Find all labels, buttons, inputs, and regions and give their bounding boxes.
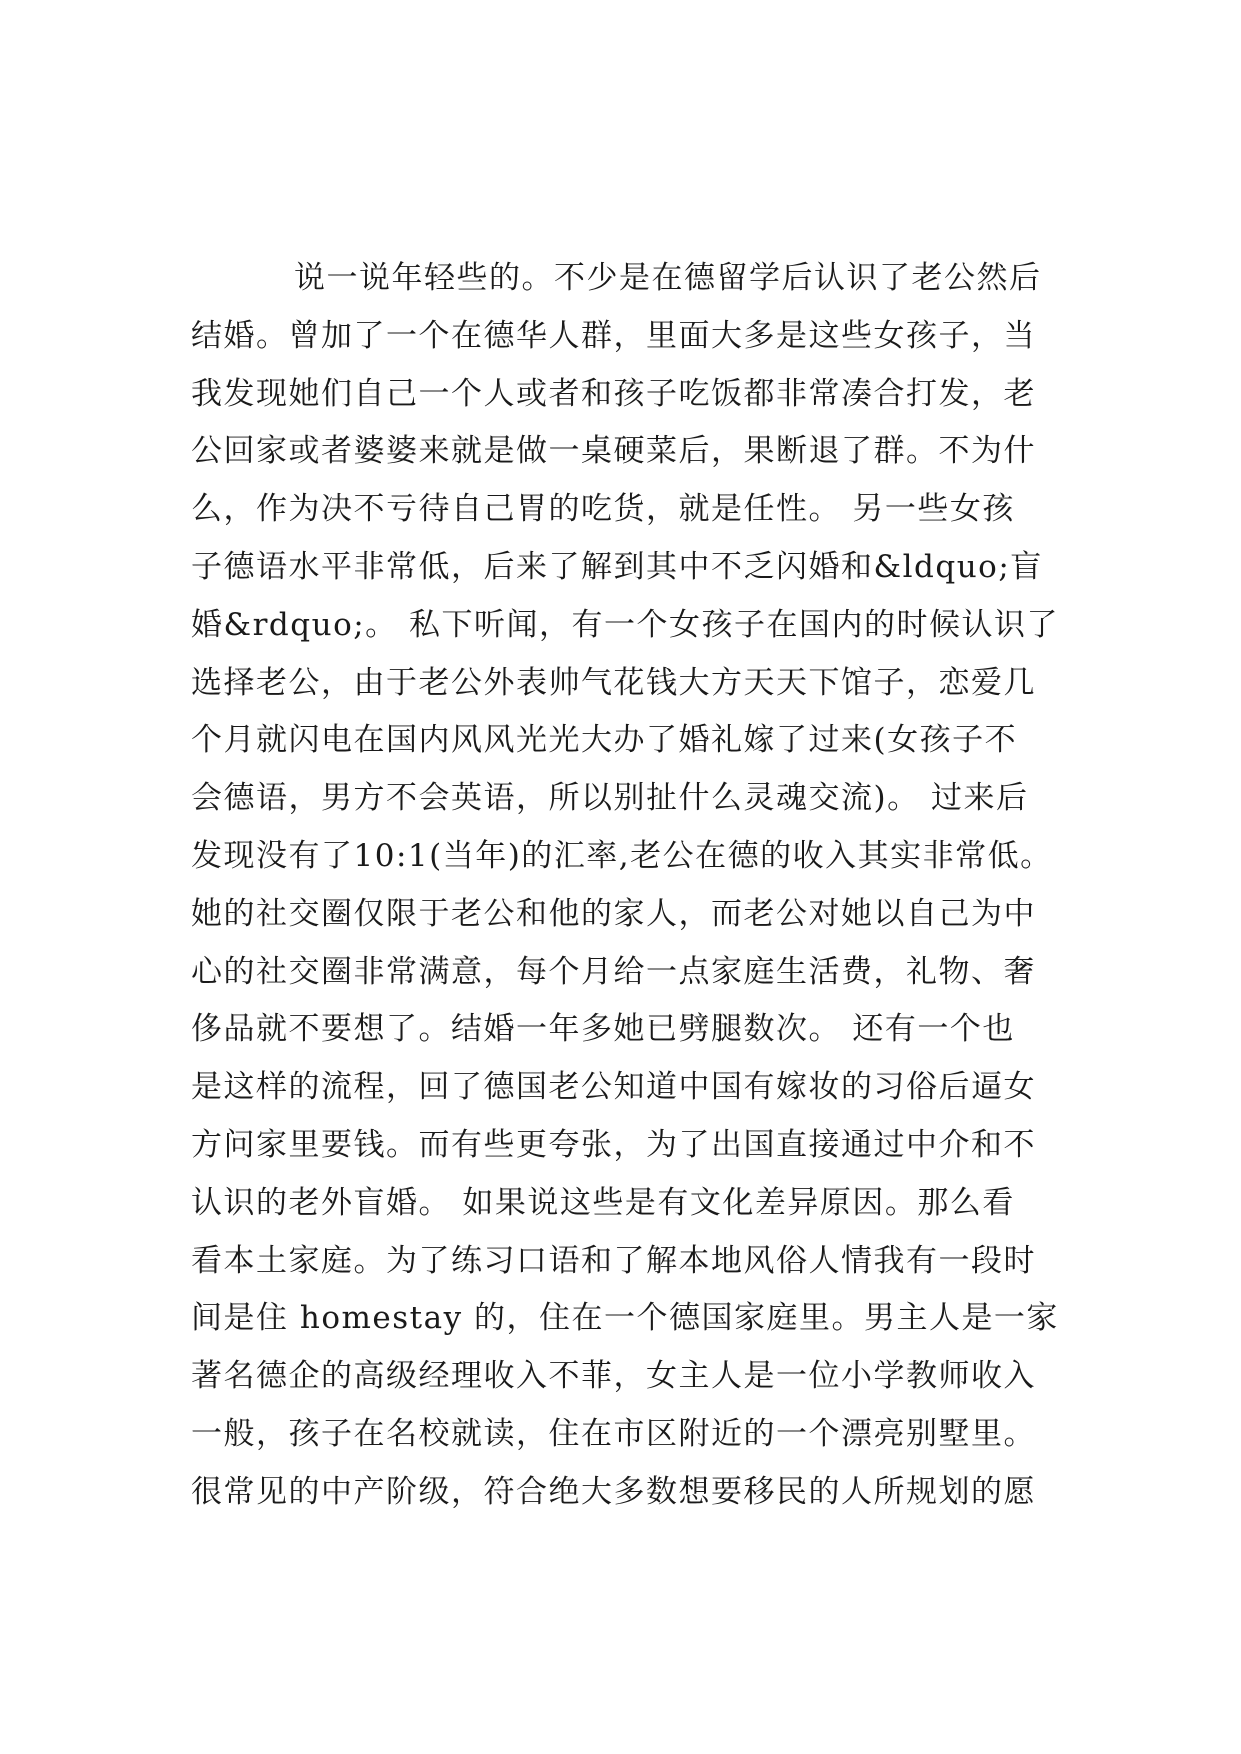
text-line: 个月就闪电在国内风风光光大办了婚礼嫁了过来(女孩子不	[191, 722, 1018, 759]
text-line: 很常见的中产阶级，符合绝大多数想要移民的人所规划的愿	[191, 1473, 1036, 1510]
body-paragraph	[191, 250, 1091, 1522]
text-line: 发现没有了10:1(当年)的汇率,老公在德的收入其实非常低。	[191, 837, 1053, 874]
text-line: 著名德企的高级经理收入不菲，女主人是一位小学教师收入	[191, 1358, 1036, 1395]
text-line: 是这样的流程，回了德国老公知道中国有嫁妆的习俗后逼女	[191, 1069, 1036, 1106]
text-line: 结婚。曾加了一个在德华人群，里面大多是这些女孩子，当	[191, 317, 1036, 354]
text-line: 我发现她们自己一个人或者和孩子吃饭都非常凑合打发，老	[191, 375, 1036, 412]
text-line: 侈品就不要想了。结婚一年多她已劈腿数次。 还有一个也	[191, 1011, 1015, 1048]
text-line: 一般，孩子在名校就读，住在市区附近的一个漂亮别墅里。	[191, 1415, 1036, 1452]
text-line: 选择老公，由于老公外表帅气花钱大方天天下馆子，恋爱几	[191, 664, 1036, 701]
text-line: 会德语，男方不会英语，所以别扯什么灵魂交流)。 过来后	[191, 780, 1029, 817]
text-line: 方问家里要钱。而有些更夸张，为了出国直接通过中介和不	[191, 1126, 1036, 1163]
text-line: 婚&rdquo;。 私下听闻，有一个女孩子在国内的时候认识了	[191, 606, 1060, 643]
text-line: 认识的老外盲婚。 如果说这些是有文化差异原因。那么看	[191, 1184, 1015, 1221]
text-line: 间是住 homestay 的，住在一个德国家庭里。男主人是一家	[191, 1300, 1059, 1337]
text-line: 子德语水平非常低，后来了解到其中不乏闪婚和&ldquo;盲	[191, 548, 1043, 585]
text-line: 心的社交圈非常满意，每个月给一点家庭生活费，礼物、奢	[191, 953, 1036, 990]
text-line: 看本土家庭。为了练习口语和了解本地风俗人情我有一段时	[191, 1242, 1036, 1279]
text-line: 她的社交圈仅限于老公和他的家人，而老公对她以自己为中	[191, 895, 1036, 932]
text-line: 公回家或者婆婆来就是做一桌硬菜后，果断退了群。不为什	[191, 433, 1036, 470]
text-line: 说一说年轻些的。不少是在德留学后认识了老公然后	[294, 260, 1042, 296]
text-line: 么，作为决不亏待自己胃的吃货，就是任性。 另一些女孩	[191, 491, 1015, 528]
